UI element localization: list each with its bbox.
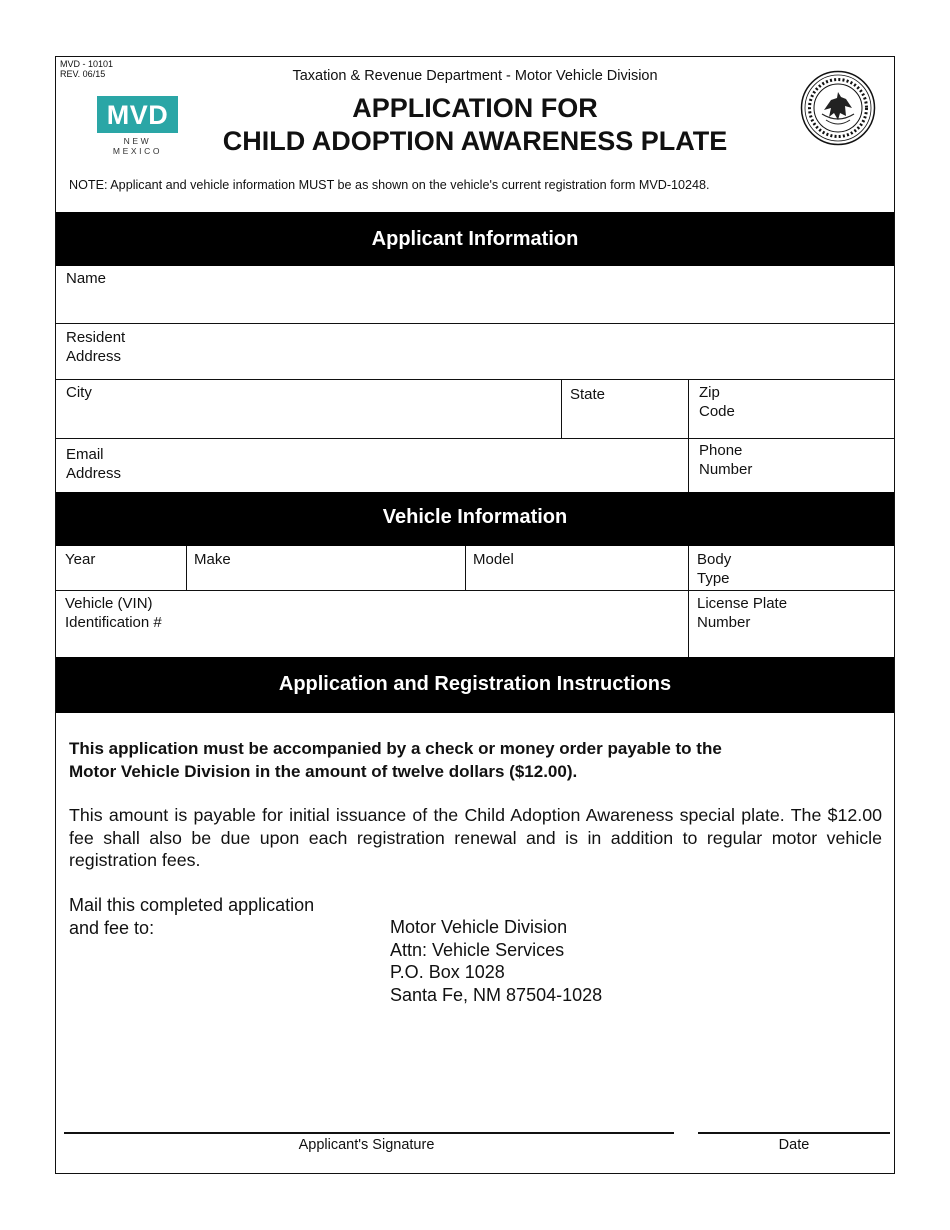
vin-label-line1: Vehicle (VIN) xyxy=(65,595,153,612)
plate-label-line1: License Plate xyxy=(697,595,788,612)
zip-code-label xyxy=(699,384,735,421)
address-line-3: P.O. Box 1028 xyxy=(390,962,505,982)
date-line[interactable] xyxy=(698,1132,890,1134)
fee-explanation: This amount is payable for initial issuance of the Child Adoption Awareness special plate. The $12.00 fee shall also be due upon each registration renewal and is in addition to regular motor vehicle registration fees. xyxy=(69,805,882,870)
section-header-vehicle: Vehicle Information xyxy=(56,492,894,546)
body-label-line2: Type xyxy=(697,569,730,587)
date-label: Date xyxy=(778,1137,810,1153)
name-label: Name xyxy=(66,270,107,287)
form-revision: REV. 06/15 xyxy=(60,69,106,79)
department-name: Taxation & Revenue Department - Motor Vehicle Division xyxy=(292,68,658,84)
cell-divider xyxy=(688,546,689,657)
payment-line-1: This application must be accompanied by a check or money order payable to the xyxy=(69,739,722,758)
title-line-2: CHILD ADOPTION AWARENESS PLATE xyxy=(222,126,728,156)
cell-divider xyxy=(561,379,562,438)
model-label: Model xyxy=(473,551,514,568)
mailing-address xyxy=(390,916,602,1006)
state-label: State xyxy=(570,386,606,403)
section-header-applicant: Applicant Information xyxy=(56,212,894,266)
address-line-4: Santa Fe, NM 87504-1028 xyxy=(390,984,603,1005)
cell-divider xyxy=(688,379,689,492)
signature-label: Applicant's Signature xyxy=(298,1137,435,1153)
registration-note: NOTE: Applicant and vehicle information MUST be as shown on the vehicle's current registration form MVD-10248. xyxy=(69,178,710,192)
zip-label-line2: Code xyxy=(699,402,735,420)
city-label: City xyxy=(66,384,92,401)
resident-label-line1: Resident xyxy=(66,329,126,346)
vin-label-line2: Identification # xyxy=(65,613,162,631)
address-line-2: Attn: Vehicle Services xyxy=(390,939,565,960)
make-label: Make xyxy=(194,551,231,568)
resident-address-label xyxy=(66,329,125,366)
cell-divider xyxy=(465,546,466,590)
vin-label xyxy=(65,595,162,632)
mail-line-1: Mail this completed application xyxy=(69,895,315,915)
phone-label-line2: Number xyxy=(699,460,753,478)
divider xyxy=(56,590,894,591)
state-seal-icon xyxy=(800,70,876,146)
body-type-label xyxy=(697,551,731,588)
address-line-1: Motor Vehicle Division xyxy=(390,917,568,937)
phone-number-label xyxy=(699,442,752,479)
body-label-line1: Body xyxy=(697,551,732,568)
title-line-1: APPLICATION FOR xyxy=(352,93,598,123)
mail-line-2: and fee to: xyxy=(69,917,155,938)
mail-instruction xyxy=(69,894,314,939)
phone-label-line1: Phone xyxy=(699,442,743,459)
divider xyxy=(56,323,894,324)
zip-label-line1: Zip xyxy=(699,384,720,401)
divider xyxy=(56,379,894,380)
year-label: Year xyxy=(65,551,96,568)
signature-line[interactable] xyxy=(64,1132,674,1134)
payment-requirement xyxy=(69,738,869,783)
divider xyxy=(56,438,894,439)
plate-label-line2: Number xyxy=(697,613,751,631)
cell-divider xyxy=(186,546,187,590)
license-plate-label xyxy=(697,595,787,632)
mvd-logo-mark: MVD xyxy=(97,96,178,133)
email-address-label xyxy=(66,446,121,483)
mvd-logo-subtext: NEW MEXICO xyxy=(112,136,163,156)
payment-line-2: Motor Vehicle Division in the amount of twelve dollars ($12.00). xyxy=(69,761,578,781)
resident-label-line2: Address xyxy=(66,347,122,365)
section-header-instructions: Application and Registration Instructions xyxy=(56,657,894,713)
email-label-line2: Address xyxy=(66,464,122,482)
email-label-line1: Email xyxy=(66,446,104,463)
form-number: MVD - 10101 xyxy=(60,59,114,69)
